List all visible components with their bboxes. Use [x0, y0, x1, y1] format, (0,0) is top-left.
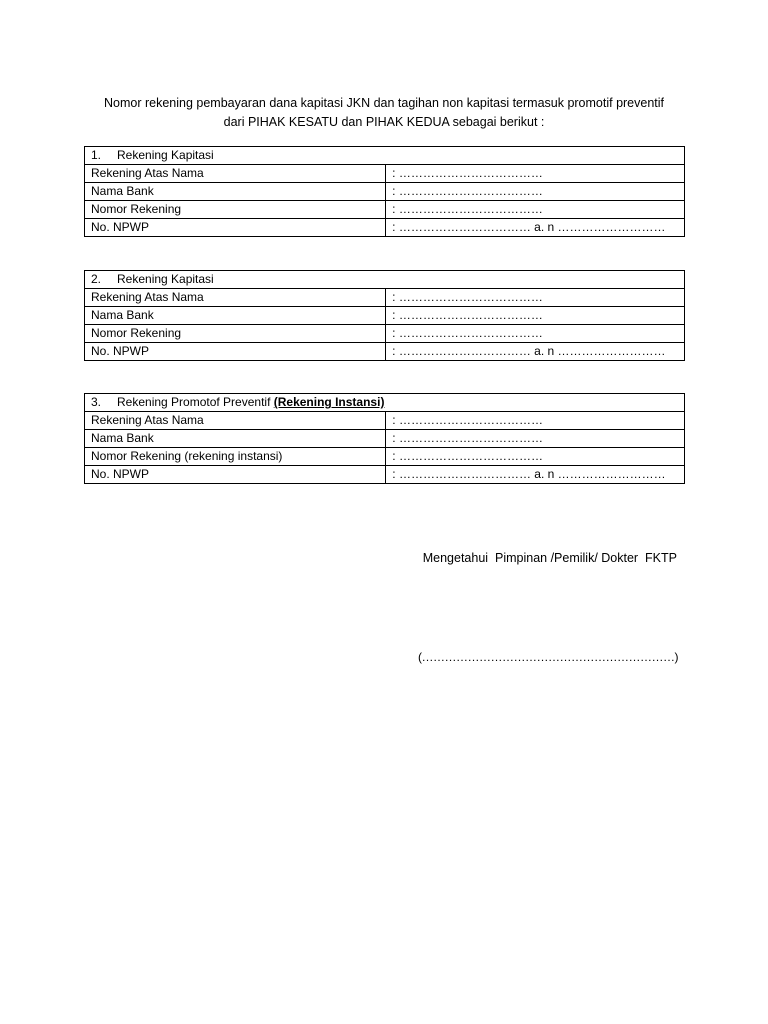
table-title-text: Rekening Promotof Preventif [117, 395, 274, 409]
table-number: 3. [91, 395, 102, 409]
row-value[interactable]: : ……………………………… [386, 412, 685, 430]
row-value[interactable]: : ……………………………… [386, 448, 685, 466]
row-value[interactable]: : ……………………………… [386, 289, 685, 307]
table-row [85, 466, 685, 484]
table-row [85, 325, 685, 343]
table-title [85, 394, 685, 412]
table-title-text: Rekening Kapitasi [117, 148, 214, 162]
table-row [85, 201, 685, 219]
table-row [85, 430, 685, 448]
row-label: Rekening Atas Nama [85, 165, 386, 183]
table-header-row [85, 147, 685, 165]
row-value[interactable]: : ……………………………… [386, 165, 685, 183]
row-value[interactable]: : ……………………………… [386, 325, 685, 343]
table-row [85, 412, 685, 430]
rekening-table-3 [84, 393, 685, 484]
row-value[interactable]: : ……………………………… [386, 430, 685, 448]
table-row [85, 448, 685, 466]
row-value[interactable]: : …………………………… a. n ……………………… [386, 219, 685, 237]
intro-line-1: Nomor rekening pembayaran dana kapitasi JKN dan tagihan non kapitasi termasuk promotif preventif [103, 96, 665, 110]
row-value[interactable]: : …………………………… a. n ……………………… [386, 343, 685, 361]
row-label: Rekening Atas Nama [85, 289, 386, 307]
row-label: Nomor Rekening [85, 201, 386, 219]
table-row [85, 289, 685, 307]
row-value[interactable]: : ……………………………… [386, 201, 685, 219]
table-header-row [85, 394, 685, 412]
acknowledgement-text: Mengetahui Pimpinan /Pemilik/ Dokter FKTP [422, 551, 677, 565]
table-number: 2. [91, 272, 102, 286]
row-value[interactable]: : ……………………………… [386, 183, 685, 201]
row-value[interactable]: : ……………………………… [386, 307, 685, 325]
intro-text [60, 94, 708, 132]
row-label: No. NPWP [85, 219, 386, 237]
row-label: No. NPWP [85, 466, 386, 484]
row-label: Nama Bank [85, 430, 386, 448]
row-label: Nomor Rekening (rekening instansi) [85, 448, 386, 466]
row-label: No. NPWP [85, 343, 386, 361]
table-row [85, 165, 685, 183]
row-label: Nama Bank [85, 183, 386, 201]
table-row [85, 183, 685, 201]
row-label: Nomor Rekening [85, 325, 386, 343]
rekening-table-2 [84, 270, 685, 361]
table-row [85, 343, 685, 361]
table-title [85, 271, 685, 289]
intro-line-2: dari PIHAK KESATU dan PIHAK KEDUA sebagai berikut : [223, 115, 545, 129]
rekening-table-1 [84, 146, 685, 237]
row-label: Rekening Atas Nama [85, 412, 386, 430]
table-number: 1. [91, 148, 102, 162]
table-title-underlined: (Rekening Instansi) [273, 395, 385, 409]
row-value[interactable]: : …………………………… a. n ……………………… [386, 466, 685, 484]
table-title [85, 147, 685, 165]
row-label: Nama Bank [85, 307, 386, 325]
table-row [85, 219, 685, 237]
table-title-text: Rekening Kapitasi [117, 272, 214, 286]
signature-line[interactable]: (…………………………………………………………) [418, 650, 678, 664]
table-header-row [85, 271, 685, 289]
table-row [85, 307, 685, 325]
